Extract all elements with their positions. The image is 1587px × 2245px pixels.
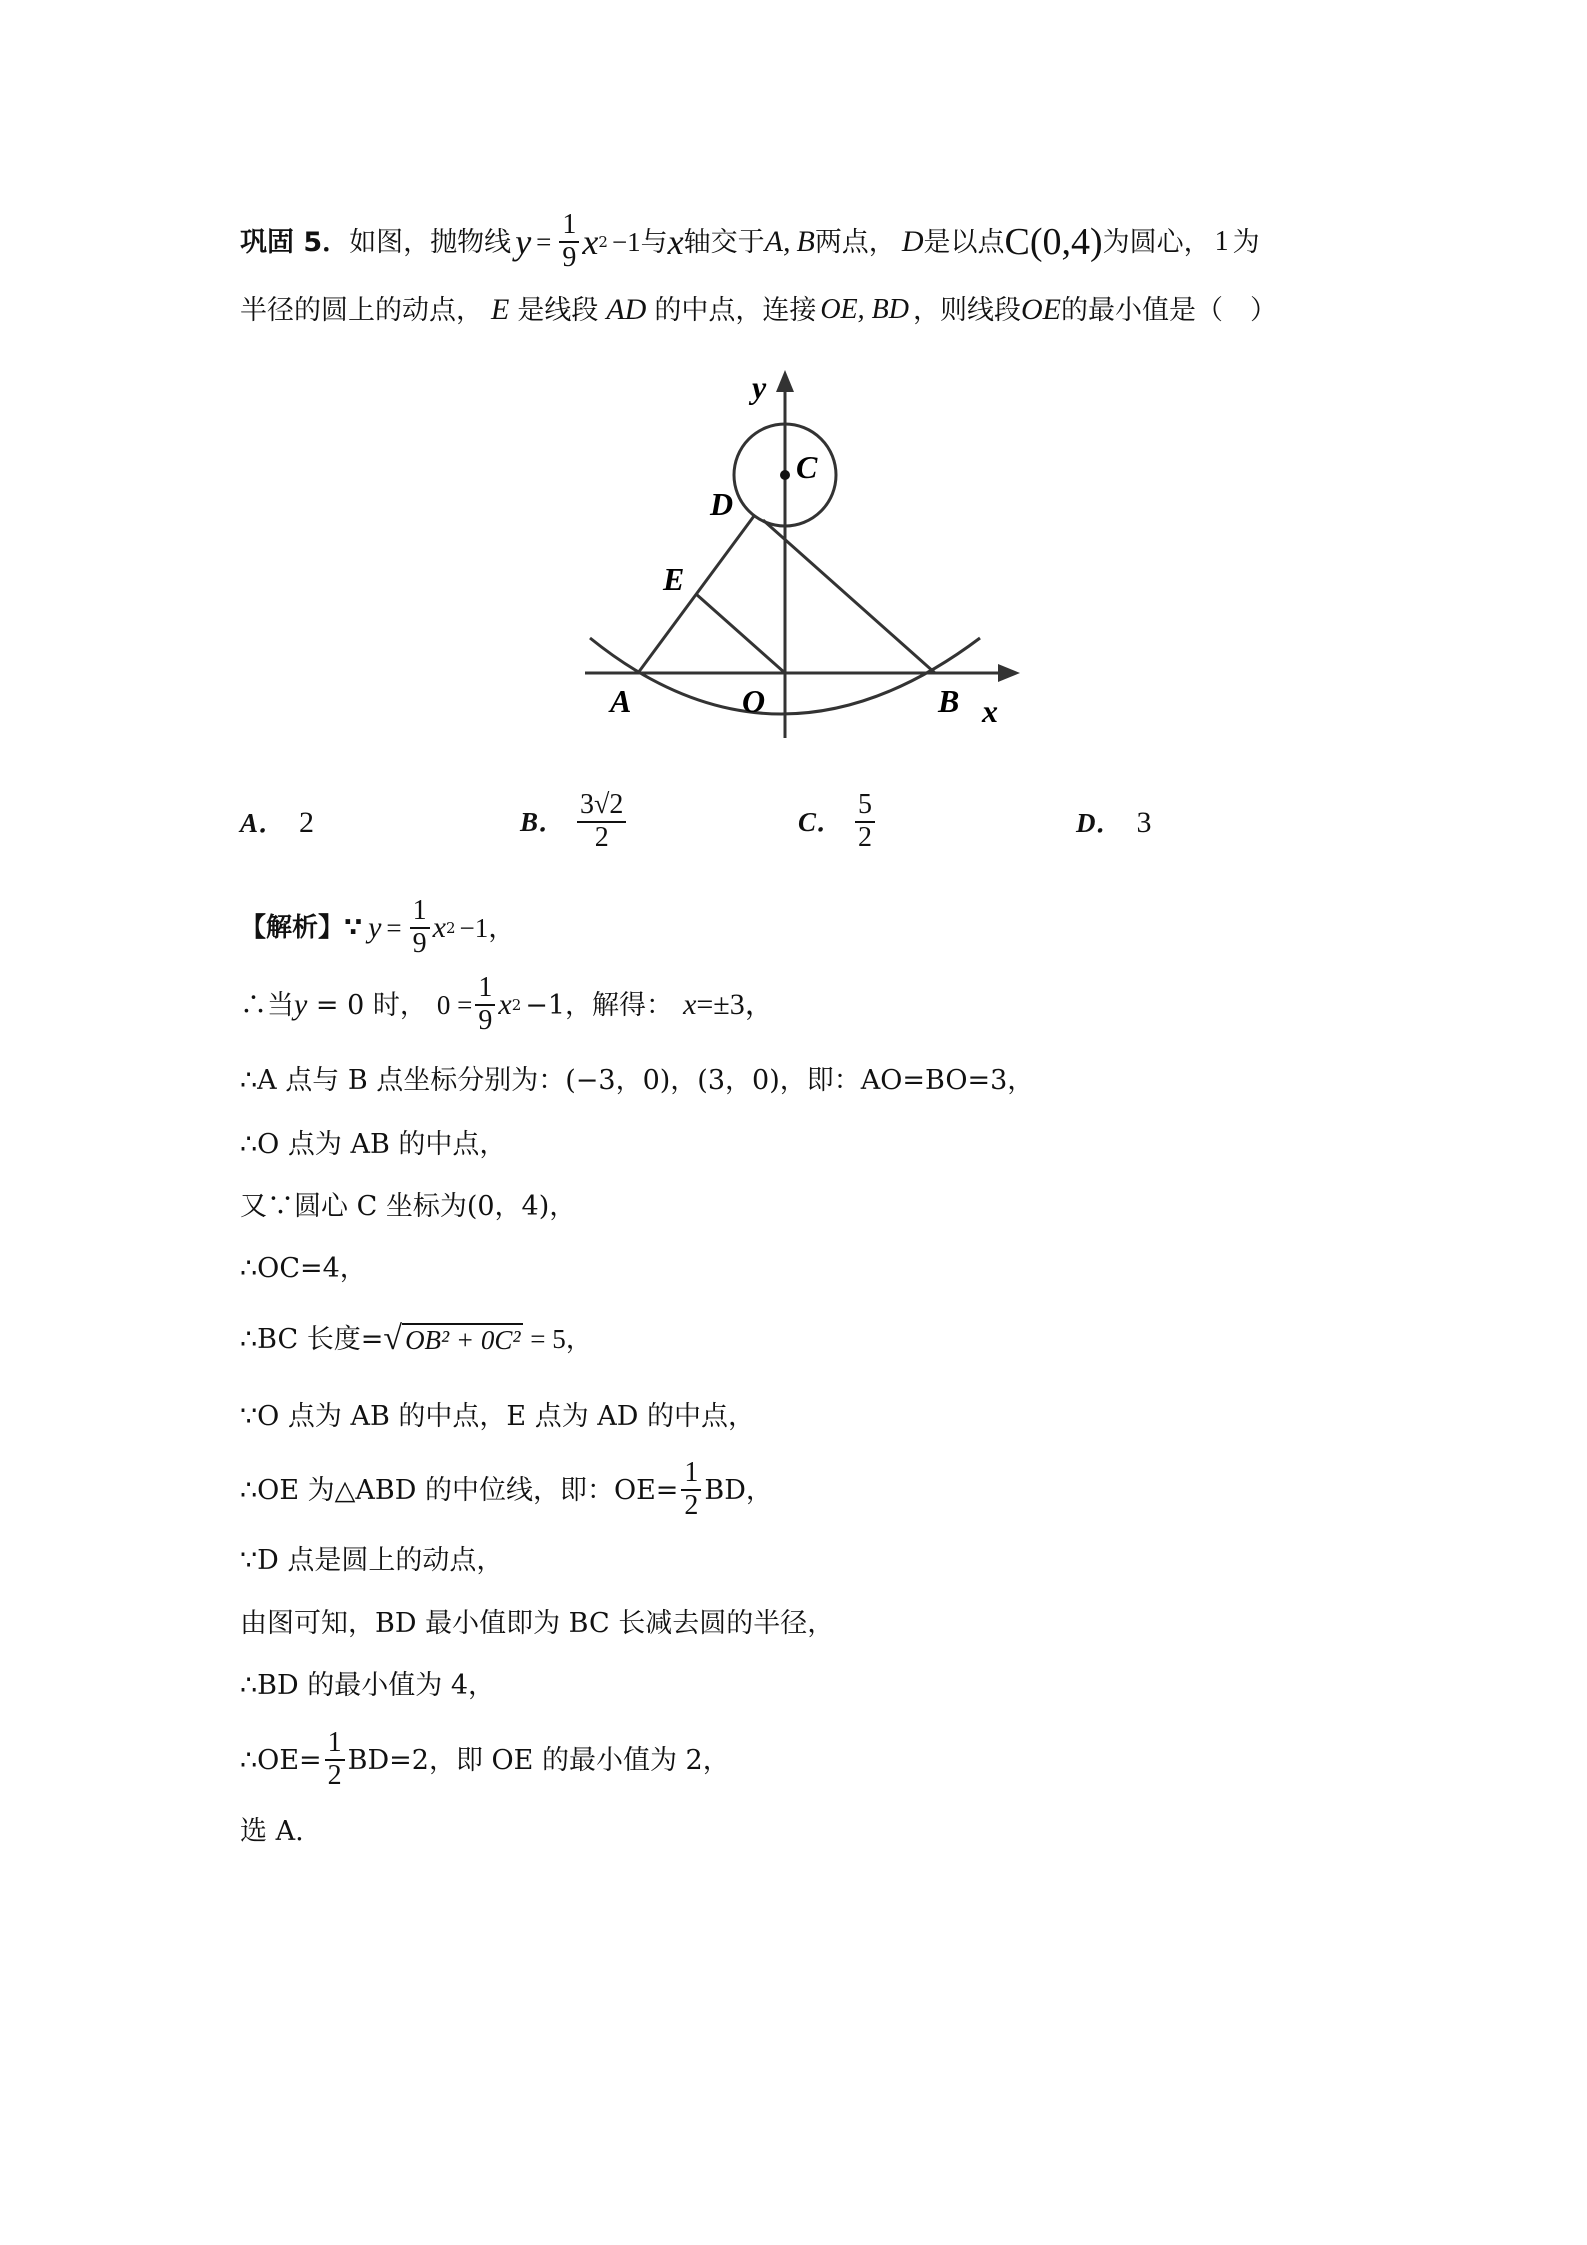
problem-text: 是线段 [517, 294, 599, 326]
solution-text: BD=2，即 OE 的最小值为 2， [347, 1744, 730, 1776]
label-A: A [610, 683, 632, 719]
solution-line-11: 由图可知，BD 最小值即为 BC 长减去圆的半径， [240, 1608, 835, 1639]
frac-num: 1 [325, 1728, 345, 1761]
solution-line-8: ∵O 点为 AB 的中点，E 点为 AD 的中点， [240, 1401, 756, 1432]
segment-BD-line [763, 520, 935, 673]
frac-den: 2 [684, 1490, 699, 1521]
frac-num: 1 [681, 1458, 701, 1491]
superscript: 2 [445, 918, 456, 937]
solution-head: 【解析】∵ [240, 913, 363, 943]
x-axis-arrow [998, 664, 1020, 682]
var-x: x [683, 988, 697, 1021]
var-y: y [368, 911, 382, 944]
frac-den: 9 [412, 928, 427, 959]
eq-num: 1 [559, 210, 579, 243]
solution-text: −1， [459, 912, 516, 943]
solution-line-9 [240, 1455, 773, 1525]
radicand: OB² + 0C² [402, 1323, 523, 1355]
option-B-fraction [577, 790, 626, 854]
eq-x: x [582, 222, 599, 262]
solution-text: BD， [704, 1474, 773, 1506]
option-C [798, 782, 878, 862]
problem-line-2 [240, 290, 1277, 330]
segment-OE-line [696, 594, 785, 673]
equals: = [386, 912, 402, 943]
solution-fraction [325, 1728, 345, 1792]
option-A-label: A． [240, 807, 286, 838]
problem-text: ，则线段 [912, 294, 1021, 326]
option-C-label: C． [798, 806, 844, 837]
option-C-den: 2 [858, 822, 873, 853]
solution-line-13 [240, 1725, 730, 1795]
frac-den: 9 [478, 1005, 493, 1036]
problem-text: 的中点，连接 [654, 294, 817, 326]
label-B: B [938, 683, 960, 719]
solution-line-12: ∴BD 的最小值为 4， [240, 1670, 496, 1701]
segment-OE-BD: OE, BD [820, 294, 909, 325]
point-E: E [491, 293, 510, 326]
problem-text: 轴交于 [683, 226, 765, 258]
option-D [1076, 808, 1152, 838]
solution-line-2 [240, 970, 775, 1040]
eq-y: y [515, 222, 532, 262]
option-B [520, 782, 629, 862]
eq-den: 9 [562, 242, 577, 273]
option-C-fraction [855, 790, 875, 854]
var-y: y [294, 988, 308, 1021]
problem-text: 是以点 [923, 226, 1005, 258]
label-C: C [796, 449, 818, 485]
solution-text: −1，解得： [525, 989, 674, 1021]
x-var: x [667, 222, 684, 262]
label-O: O [742, 683, 766, 719]
eq-equals: = [536, 226, 552, 257]
problem-text: 为圆心， [1102, 226, 1211, 258]
sqrt-expression [383, 1322, 523, 1356]
frac-num: 1 [475, 973, 495, 1006]
superscript: 2 [511, 995, 522, 1014]
problem-text: 如图，抛物线 [349, 226, 512, 258]
geometry-figure [570, 360, 1040, 740]
problem-text: 为 [1232, 226, 1260, 258]
solution-line-1 [240, 893, 515, 963]
solution-fraction [410, 896, 430, 960]
solution-fraction [475, 973, 495, 1037]
frac-den: 2 [327, 1760, 342, 1791]
solution-text: ∴BC 长度= [240, 1323, 384, 1355]
problem-label: 巩固 5． [240, 226, 350, 258]
eq-tail: −1 [611, 226, 641, 257]
solution-line-3: ∴A 点与 B 点坐标分别为：(−3，0)，(3，0)，即：AO=BO=3， [240, 1065, 1035, 1096]
solution-line-6: ∴OC=4， [240, 1253, 367, 1284]
solution-text: = 5， [523, 1323, 593, 1354]
solution-line-7 [240, 1318, 593, 1360]
segment-OE: OE [1020, 293, 1061, 326]
var-x: x [498, 988, 512, 1021]
problem-line-1 [240, 209, 1260, 273]
solution-line-5: 又∵圆心 C 坐标为(0，4)， [240, 1191, 577, 1222]
label-x: x [982, 693, 998, 729]
eq-fraction [559, 210, 579, 274]
solution-line-14: 选 A. [240, 1816, 304, 1847]
solution-text: ∴OE= [240, 1744, 322, 1776]
solution-fraction [681, 1458, 701, 1522]
problem-text: 半径的圆上的动点， [240, 294, 483, 326]
frac-num: 1 [410, 896, 430, 929]
option-D-label: D． [1076, 807, 1123, 838]
solution-line-10: ∵D 点是圆上的动点， [240, 1545, 504, 1576]
solution-text: ∴当 [240, 989, 294, 1021]
solution-text: =±3， [696, 988, 775, 1021]
point-D: D [901, 225, 924, 258]
radical-sign: √ [383, 1320, 403, 1357]
solution-text: = 0 时， [307, 989, 427, 1021]
point-B: B [796, 225, 815, 258]
segment-AD: AD [606, 293, 647, 326]
radius-value: 1 [1214, 226, 1229, 257]
problem-text: 的最小值是（ ） [1060, 294, 1277, 326]
option-C-num: 5 [855, 790, 875, 823]
problem-text: 与 [640, 226, 668, 258]
label-y: y [752, 369, 767, 405]
problem-text: 两点， [814, 226, 896, 258]
option-B-num: 3√2 [577, 790, 626, 823]
solution-text: ∴OE 为△ABD 的中位线，即：OE= [240, 1474, 679, 1506]
label-E: E [663, 561, 685, 597]
var-x: x [432, 911, 446, 944]
option-B-label: B． [520, 806, 566, 837]
option-B-den: 2 [594, 822, 609, 853]
point-A: A, [764, 225, 791, 258]
solution-text: 0 = [436, 989, 473, 1020]
y-axis-arrow [776, 370, 794, 392]
eq-sup: 2 [598, 232, 608, 251]
option-D-value: 3 [1136, 806, 1152, 839]
option-A-value: 2 [299, 806, 315, 839]
label-D: D [710, 486, 734, 522]
option-A [240, 808, 314, 838]
solution-line-4: ∴O 点为 AB 的中点， [240, 1129, 507, 1160]
center-point [780, 470, 790, 480]
center-C: C(0,4) [1004, 221, 1103, 263]
